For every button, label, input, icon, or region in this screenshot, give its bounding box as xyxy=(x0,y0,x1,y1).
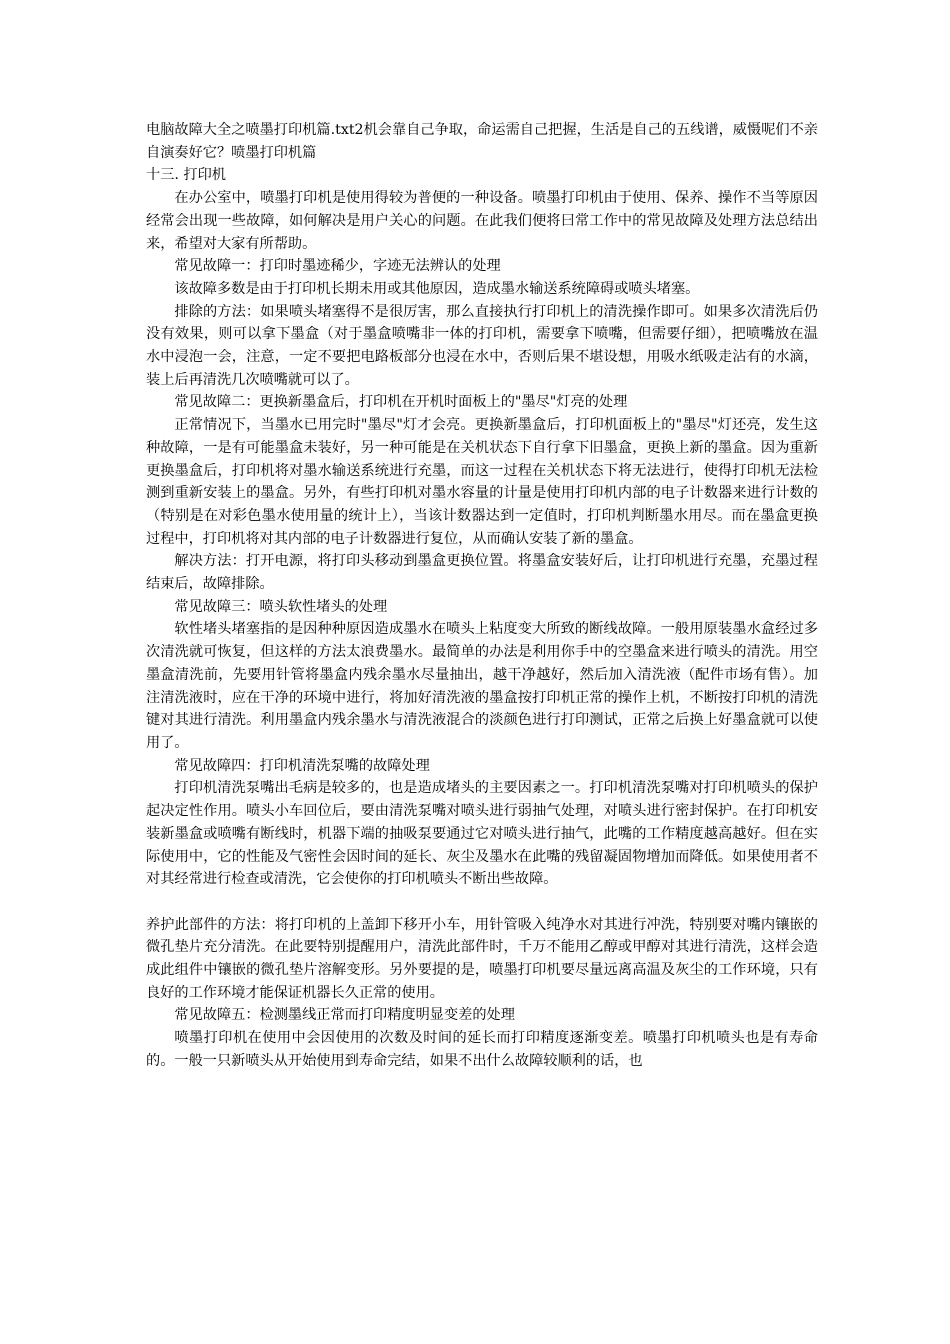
fault-3-body: 软性堵头堵塞指的是因种种原因造成墨水在喷头上粘度变大所致的断线故障。一般用原装墨水盒经过多次清洗就可恢复，但这样的方法太浪费墨水。最简单的办法是利用你手中的空墨盒来进行喷头的清洗。用空墨盒清洗前，先要用针管将墨盒内残余墨水尽量抽出，越干净越好，然后加入清洗液（配件市场有售）。加注清洗液时，应在干净的环境中进行，将加好清洗液的墨盒按打印机正常的操作上机，不断按打印机的清洗键对其进行清洗。利用墨盒内残余墨水与清洗液混合的淡颜色进行打印测试，正常之后换上好墨盒就可以使用了。 xyxy=(146,621,818,751)
fault-2-title: 常见故障二：更换新墨盒后，打印机在开机时面板上的"墨尽"灯亮的处理 xyxy=(174,394,628,411)
fault-2-solution: 解决方法：打开电源，将打印头移动到墨盒更换位置。将墨盒安装好后，让打印机进行充墨，充墨过程结束后，故障排除。 xyxy=(146,553,818,593)
fault-5-body: 喷墨打印机在使用中会因使用的次数及时间的延长而打印精度逐渐变差。喷墨打印机喷头也是有寿命的。一般一只新喷头从开始使用到寿命完结，如果不出什么故障较顺利的话，也 xyxy=(146,1030,818,1069)
fault-4-body: 打印机清洗泵嘴出毛病是较多的，也是造成堵头的主要因素之一。打印机清洗泵嘴对打印机喷头的保护起决定性作用。喷头小车回位后，要由清洗泵嘴对喷头进行弱抽气处理，对喷头进行密封保护。在打印机安装新墨盒或喷嘴有断线时，机器下端的抽吸泵要通过它对喷头进行抽气，此嘴的工作精度越高越好。但在实际使用中，它的性能及气密性会因时间的延长、灰尘及墨水在此嘴的残留凝固物增加而降低。如果使用者不对其经常进行检查或清洗，它会使你的打印机喷头不断出些故障。 xyxy=(146,780,818,888)
paragraph-gap xyxy=(146,891,818,914)
fault-4-title: 常见故障四：打印机清洗泵嘴的故障处理 xyxy=(174,757,430,774)
fault-1-cause: 该故障多数是由于打印机长期未用或其他原因，造成墨水输送系统障碍或喷头堵塞。 xyxy=(174,280,700,297)
intro-text: 电脑故障大全之喷墨打印机篇.txt2机会靠自己争取，命运需自己把握，生活是自己的五线谱，威慑呢们不亲自演奏好它？喷墨打印机篇 xyxy=(146,122,818,161)
maintenance-text: 养护此部件的方法：将打印机的上盖卸下移开小车，用针管吸入纯净水对其进行冲洗，特别要对嘴内镶嵌的微孔垫片充分清洗。在此要特别提醒用户，清洗此部件时，千万不能用乙醇或甲醇对其进行清洗，这样会造成此组件中镶嵌的微孔垫片溶解变形。另外要提的是，喷墨打印机要尽量远离高温及灰尘的工作环境，只有良好的工作环境才能保证机器长久正常的使用。 xyxy=(146,916,818,1001)
section-heading: 十三. 打印机 xyxy=(146,167,226,184)
fault-1-solution: 排除的方法：如果喷头堵塞得不是很厉害，那么直接执行打印机上的清洗操作即可。如果多次清洗后仍没有效果，则可以拿下墨盒（对于墨盒喷嘴非一体的打印机，需要拿下喷嘴，但需要仔细），把喷嘴放在温水中浸泡一会，注意，一定不要把电路板部分也浸在水中，否则后果不堪设想，用吸水纸吸走沾有的水滴，装上后再清洗几次喷嘴就可以了。 xyxy=(146,303,818,388)
fault-5-title: 常见故障五：检测墨线正常而打印精度明显变差的处理 xyxy=(174,1007,515,1024)
document-page xyxy=(146,119,818,1073)
fault-3-title: 常见故障三：喷头软性堵头的处理 xyxy=(174,598,388,615)
fault-2-cause: 正常情况下，当墨水已用完时"墨尽"灯才会亮。更换新墨盒后，打印机面板上的"墨尽"灯还亮，发生这种故障，一是有可能墨盒未装好，另一种可能是在关机状态下自行拿下旧墨盒，更换上新的墨盒。因为重新更换墨盒后，打印机将对墨水输送系统进行充墨，而这一过程在关机状态下将无法进行，使得打印机无法检测到重新安装上的墨盒。另外，有些打印机对墨水容量的计量是使用打印机内部的电子计数器来进行计数的（特别是在对彩色墨水使用量的统计上），当该计数器达到一定值时，打印机判断墨水用尽。而在墨盒更换过程中，打印机将对其内部的电子计数器进行复位，从而确认安装了新的墨盒。 xyxy=(146,417,818,547)
fault-1-title: 常见故障一：打印时墨迹稀少，字迹无法辨认的处理 xyxy=(174,258,501,275)
paragraph-intro: 在办公室中，喷墨打印机是使用得较为普便的一种设备。喷墨打印机由于使用、保养、操作不当等原因经常会出现一些故障，如何解决是用户关心的问题。在此我们便将曰常工作中的常见故障及处理方法总结出来，希望对大家有所帮助。 xyxy=(146,190,818,252)
